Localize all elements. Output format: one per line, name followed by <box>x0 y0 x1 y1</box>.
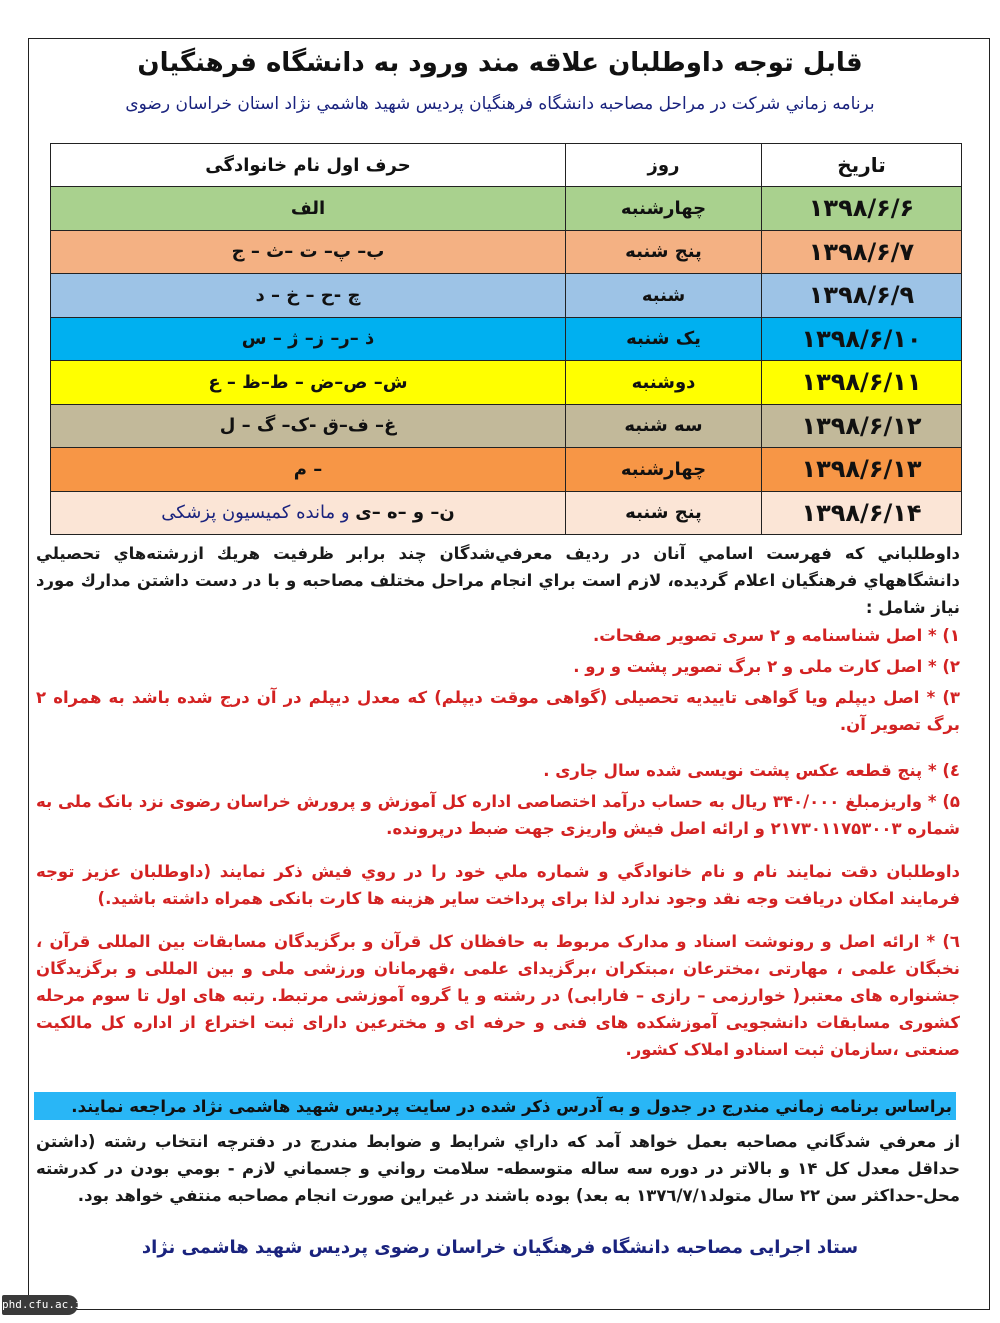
row-date: ۱۳۹۸/۶/۱۳ <box>762 448 962 492</box>
row-date: ۱۳۹۸/۶/۷ <box>762 230 962 274</box>
row-letters: غ– ف–ق -ک– گ – ل <box>51 404 566 448</box>
schedule-header-row <box>51 144 962 187</box>
row-date: ۱۳۹۸/۶/۱۰ <box>762 317 962 361</box>
footer-signature: ستاد اجرایی مصاحبه دانشگاه فرهنگیان خراسان رضوی پردیس شهید هاشمی نژاد <box>141 1237 859 1258</box>
row-letters <box>51 491 566 535</box>
header-day: روز <box>566 144 762 187</box>
table-row <box>51 230 962 274</box>
requirement-4: ٤) * پنج قطعه عکس پشت نویسی شده سال جاری . <box>543 761 960 780</box>
row-date: ۱۳۹۸/۶/۶ <box>762 187 962 231</box>
row-letters: چ -ح – خ – د <box>51 274 566 318</box>
row-day: پنج شنبه <box>566 230 762 274</box>
row-letters: ب– پ– ت –ث – ج <box>51 230 566 274</box>
table-row <box>51 448 962 492</box>
header-date: تاریخ <box>762 144 962 187</box>
row-letters-main: ن– و –ه –ی <box>355 502 455 524</box>
requirement-6: ٦) * ارائه اصل و رونوشت اسناد و مدارک مربوط به حافظان کل قرآن و برگزیدگان مسابقات بین المللی قرآن ، نخبگان علمی ، مهارتی ،مخترعان ،مبتکران ،برگزیدای علمی ،قهرمانان ورزشی ملی و بین المللی و برگزیدگان جشنواره های معتبر( خوارزمی – رازی – فارابی) در رشته و یا گروه آموزشی مرتبط. رتبه های اول تا سوم مرحله کشوری مسابقات دانشجویی آموزشکده های فنی و حرفه ای و مخترعین دارای ثبت اختراع از اداره کل مالکیت صنعتی ،سازمان ثبت اسنادو املاک کشور. <box>36 932 960 1059</box>
requirement-3: ۳) * اصل دیپلم ویا گواهی تاییدیه تحصیلی (گواهی موقت دیپلم) که معدل دیپلم در آن درج شده باشد به همراه ۲ برگ تصویر آن. <box>36 688 960 734</box>
page-title: قابل توجه داوطلبان علاقه مند ورود به دانشگاه فرهنگیان <box>137 48 863 78</box>
requirement-5: ۵) * واریزمبلغ ۳۴۰/۰۰۰ ریال به حساب درآمد اختصاصی اداره کل آموزش و پرورش خراسان رضوی نزد بانک ملی به شماره ۲۱۷۳۰۱۱۷۵۳۰۰۳ و ارائه اصل فیش واریزی جهت ضبط درپرونده. <box>36 792 960 838</box>
table-row <box>51 274 962 318</box>
table-row <box>51 491 962 535</box>
row-day: چهارشنبه <box>566 187 762 231</box>
requirement-1: ۱) * اصل شناسنامه و ۲ سری تصویر صفحات. <box>592 626 960 645</box>
table-row <box>51 404 962 448</box>
row-day: یک شنبه <box>566 317 762 361</box>
schedule-table <box>50 143 962 535</box>
row-letters: الف <box>51 187 566 231</box>
row-letters-extra: و مانده کمیسیون پزشکی <box>161 502 356 524</box>
receipt-note: داوطلبان دقت نمايند نام و نام خانوادگي و شماره ملي خود را در روي فيش ذكر نمايند (داوطلبان عزیز توجه فرمایند امکان دریافت وجه نقد وجود ندارد لذا برای پرداخت سایر هزینه ها کارت بانکی همراه داشته باشید.) <box>36 862 960 908</box>
row-day: چهارشنبه <box>566 448 762 492</box>
row-letters: ش– ص–ض – ط–ظ – ع <box>51 361 566 405</box>
row-day: شنبه <box>566 274 762 318</box>
table-row <box>51 317 962 361</box>
row-letters: ذ –ر– ز– ژ – س <box>51 317 566 361</box>
row-letters: – م <box>51 448 566 492</box>
row-day: دوشنبه <box>566 361 762 405</box>
header-letters: حرف اول نام خانوادگی <box>51 144 566 187</box>
site-watermark: phd.cfu.ac.ir <box>2 1295 78 1315</box>
requirement-2: ۲) * اصل کارت ملی و ۲ برگ تصویر پشت و رو . <box>573 657 960 676</box>
page-subtitle: برنامه زماني شركت در مراحل مصاحبه دانشگاه فرهنگيان پرديس شهيد هاشمي نژاد استان خراسان رضوی <box>125 94 875 114</box>
table-row <box>51 187 962 231</box>
row-day: پنج شنبه <box>566 491 762 535</box>
row-date: ۱۳۹۸/۶/۹ <box>762 274 962 318</box>
highlight-text: براساس برنامه زماني مندرج در جدول و به آدرس ذکر شده در سایت پردیس شهید هاشمی نژاد مراجعه نمايند. <box>71 1097 952 1116</box>
row-date: ۱۳۹۸/۶/۱۴ <box>762 491 962 535</box>
intro-paragraph: داوطلباني كه فهرست اسامي آنان در رديف معرفي‌شدگان چند برابر ظرفيت هريك ازرشته‌هاي تحصيلي دانشگاههاي فرهنگيان اعلام گرديده، لازم است براي انجام مراحل مختلف مصاحبه و با در دست داشتن مدارك مورد نياز شامل : <box>36 544 960 617</box>
row-date: ۱۳۹۸/۶/۱۲ <box>762 404 962 448</box>
row-date: ۱۳۹۸/۶/۱۱ <box>762 361 962 405</box>
row-day: سه شنبه <box>566 404 762 448</box>
closing-paragraph: از معرفي شدگاني مصاحبه بعمل خواهد آمد كه داراي شرايط و ضوابط مندرج در دفترچه انتخاب رشته (داشتن حداقل معدل كل ۱۴ و بالاتر در دوره سه ساله متوسطه- سلامت رواني و جسماني لازم - بومي بودن در كدرشته محل-حداكثر سن ۲۲ سال متولد۱۳۷٦/۷/۱ به بعد) بوده باشند در غيراين صورت انجام مصاحبه منتفي خواهد بود. <box>36 1132 960 1205</box>
table-row <box>51 361 962 405</box>
